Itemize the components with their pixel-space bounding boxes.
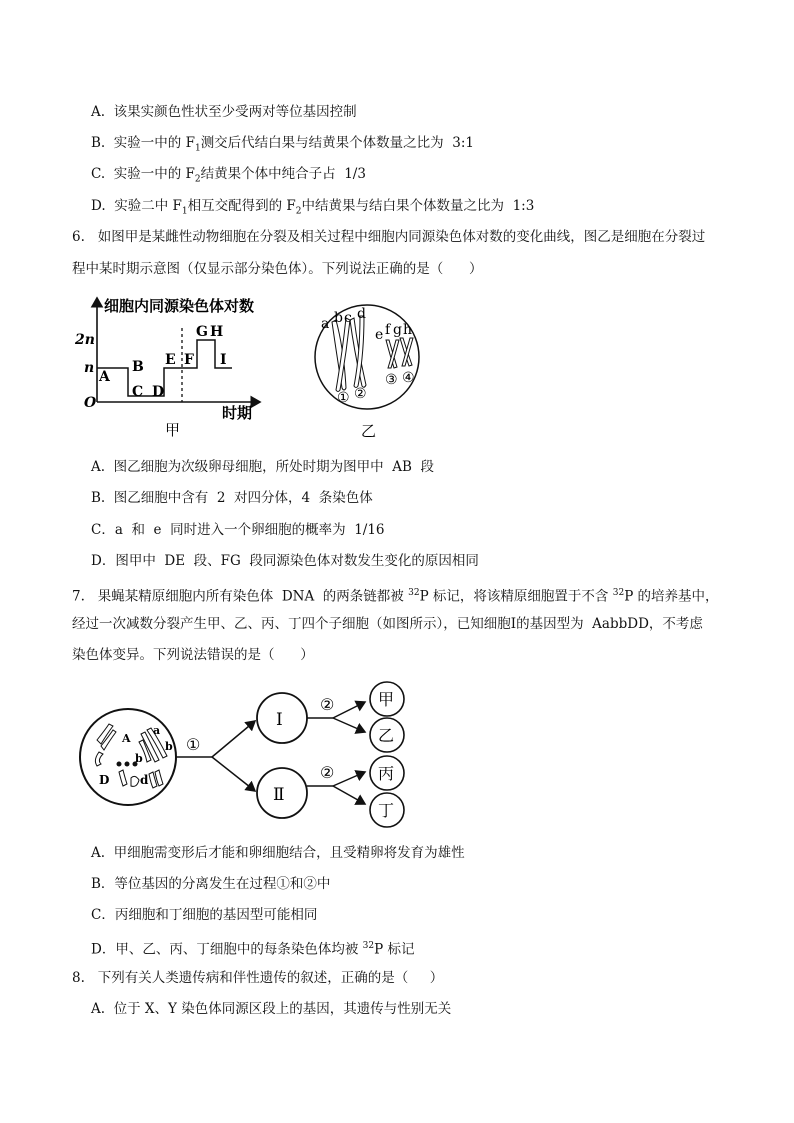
tick-2n: 2n [75,332,95,348]
num-3: ③ [385,372,398,388]
caption-yi: 乙 [361,422,377,440]
num-4: ④ [402,370,415,386]
seg-d: D [152,384,165,400]
letter-e: e [375,327,384,343]
q5-option-d: D. 实验二中 $F_1$相互交配得到的 $F_2$中结黄果与结白果个体数量之比为 1:3 [91,198,535,217]
seg-c: C [132,384,144,400]
q7-division-diagram [75,680,415,832]
seg-a: A [99,369,110,385]
graph-curve [97,340,232,396]
letter-c: c [344,310,352,326]
q6-stem-line1: 6. 如图甲是某雌性动物细胞在分裂及相关过程中细胞内同源染色体对数的变化曲线，图乙是细胞在分裂过 [72,229,706,245]
chromosome-4 [400,338,413,366]
chromosome-2 [350,316,366,388]
gene-D: D [99,773,110,787]
cell-bing-label: 丙 [378,764,395,783]
q6-option-d: D．图甲中 DE 段、FG 段同源染色体对数发生变化的原因相同 [91,553,479,569]
step-1-label: ① [186,735,201,754]
q8-option-a: A. 位于 X、Y 染色体同源区段上的基因，其遗传与性别无关 [91,1001,452,1017]
graph-ylabel: 细胞内同源染色体对数 [104,297,255,315]
seg-b: B [132,359,144,375]
q7-stem-line3: 染色体变异。下列说法错误的是（ ） [72,647,314,663]
gene-d: d [140,773,149,787]
q7-option-c: C．丙细胞和丁细胞的基因型可能相同 [91,907,318,923]
num-1: ① [337,390,350,406]
q6-option-b: B. 图乙细胞中含有 2 对四分体，4 条染色体 [91,490,373,506]
q6-graph-jia [70,292,270,442]
letter-f: f [385,322,391,338]
q5-option-a: A. 该果实颜色性状至少受两对等位基因控制 [91,104,357,120]
gene-A: A [122,732,131,745]
cell-II-label: Ⅱ [273,785,285,805]
letter-b: b [334,310,343,326]
letter-g: g [393,322,402,338]
gene-a: a [153,724,161,737]
cell-I-label: Ⅰ [276,710,283,730]
gene-b1: b [135,752,143,765]
step-2-lower-label: ② [320,763,335,782]
cell-yi-label: 乙 [378,726,395,745]
seg-e: E [165,352,176,368]
letter-h: h [403,322,413,338]
step-2-upper-label: ② [320,695,335,714]
q7-stem-line2: 经过一次减数分裂产生甲、乙、丙、丁四个子细胞（如图所示），已知细胞Ⅰ的基因型为 AabbDD，不考虑 [72,616,703,632]
gene-b2: b [165,740,173,753]
sperm-mother-cell [80,709,176,805]
letter-a: a [321,316,330,332]
q6-option-c: C．a 和 e 同时进入一个卵细胞的概率为 1/16 [91,522,385,538]
q7-stem-line1: 7. 果蝇某精原细胞内所有染色体 DNA 的两条链都被 $^{32}$P 标记，将该精原细胞置于不含 $^{32}$P 的培养基中， [72,588,719,605]
graph-xlabel: 时期 [222,404,253,422]
cell-ding-label: 丁 [378,801,395,820]
q6-stem-line2: 程中某时期示意图（仅显示部分染色体）。下列说法正确的是（ ） [72,261,483,277]
q5-option-c: C. 实验一中的 $F_2$结黄果个体中纯合子占 1/3 [91,166,366,185]
q5-option-b: B. 实验一中的 $F_1$测交后代结白果与结黄果个体数量之比为 3:1 [91,135,474,154]
seg-h: H [210,324,224,340]
chromosome-3 [386,340,399,368]
origin-label: O [84,395,97,411]
seg-i: I [220,352,227,368]
cell-outline [315,305,419,409]
seg-f: F [184,352,194,368]
num-2: ② [354,386,367,402]
seg-g: G [196,324,208,340]
letter-d: d [357,306,366,322]
cell-jia-label: 甲 [378,690,395,709]
caption-jia: 甲 [165,421,181,439]
q6-cell-yi [306,300,436,442]
tick-n: n [84,360,95,376]
q7-option-b: B．等位基因的分离发生在过程①和②中 [91,876,331,892]
q7-option-a: A. 甲细胞需变形后才能和卵细胞结合，且受精卵将发育为雄性 [91,845,465,861]
q6-option-a: A. 图乙细胞为次级卵母细胞，所处时期为图甲中 AB 段 [91,459,434,475]
q8-stem: 8. 下列有关人类遗传病和伴性遗传的叙述，正确的是（ ） [72,970,444,986]
chromosome-1 [332,318,350,392]
q7-option-d: D．甲、乙、丙、丁细胞中的每条染色体均被 $^{32}$P 标记 [91,941,415,958]
